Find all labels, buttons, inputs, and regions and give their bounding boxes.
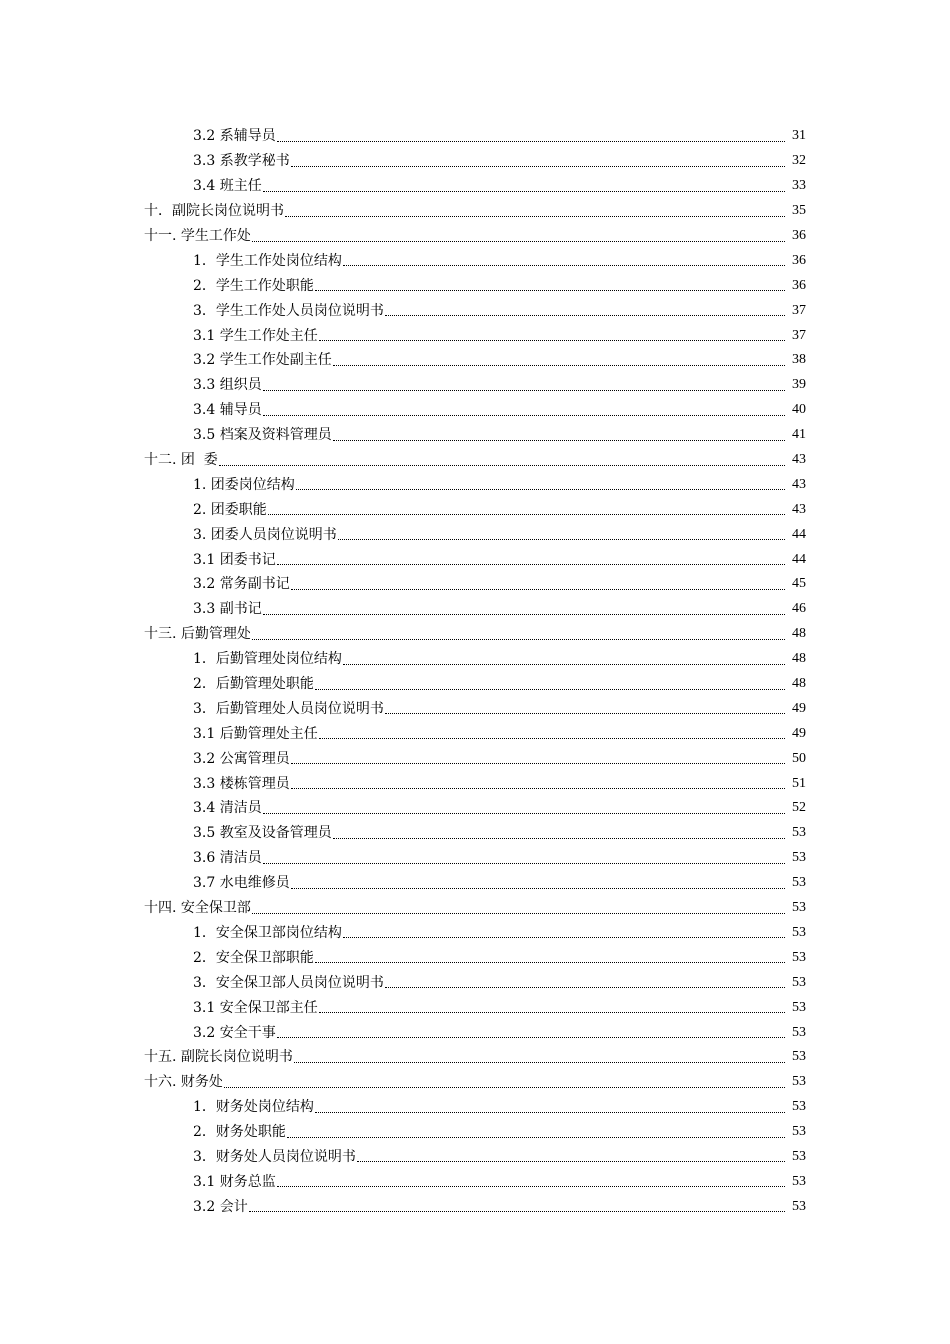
toc-entry-label: 2. 团委职能 bbox=[193, 501, 267, 518]
toc-subsection-entry[interactable] bbox=[0, 273, 950, 298]
toc-subsection-entry[interactable] bbox=[0, 423, 950, 448]
toc-entry-label: 3.3 楼栋管理员 bbox=[193, 775, 290, 792]
toc-subsection-entry[interactable] bbox=[0, 995, 950, 1020]
toc-page-number: 37 bbox=[792, 302, 806, 318]
toc-dot-leader bbox=[219, 465, 785, 466]
toc-entry-label: 3.1 学生工作处主任 bbox=[193, 327, 318, 344]
toc-entry-label: 十．副院长岗位说明书 bbox=[144, 203, 284, 220]
toc-subsection-entry[interactable] bbox=[0, 248, 950, 273]
toc-dot-leader bbox=[315, 962, 785, 963]
toc-subsection-entry[interactable] bbox=[0, 647, 950, 672]
toc-page-number: 41 bbox=[792, 427, 806, 443]
toc-dot-leader bbox=[268, 514, 785, 515]
toc-entry-label: 3.5 教室及设备管理员 bbox=[193, 825, 332, 842]
toc-page-number: 53 bbox=[792, 924, 806, 940]
toc-entry-label: 3.2 安全干事 bbox=[193, 1024, 276, 1041]
toc-entry-label: 十一. 学生工作处 bbox=[144, 228, 251, 244]
toc-section-entry[interactable] bbox=[0, 622, 950, 647]
toc-subsection-entry[interactable] bbox=[0, 522, 950, 547]
toc-entry-label: 3.6 清洁员 bbox=[193, 850, 262, 867]
toc-entry-label: 3.2 常务副书记 bbox=[193, 576, 290, 593]
toc-subsection-entry[interactable] bbox=[0, 771, 950, 796]
toc-subsection-entry[interactable] bbox=[0, 746, 950, 771]
toc-dot-leader bbox=[277, 1186, 785, 1187]
toc-entry-label: 2．后勤管理处职能 bbox=[193, 676, 314, 693]
toc-section-entry[interactable] bbox=[0, 896, 950, 921]
toc-dot-leader bbox=[291, 166, 785, 167]
toc-subsection-entry[interactable] bbox=[0, 398, 950, 423]
toc-entry-label: 3.1 财务总监 bbox=[193, 1173, 276, 1190]
toc-dot-leader bbox=[252, 241, 785, 242]
toc-entry-label: 3.5 档案及资料管理员 bbox=[193, 427, 332, 444]
toc-dot-leader bbox=[333, 838, 785, 839]
toc-page-number: 46 bbox=[792, 601, 806, 617]
toc-dot-leader bbox=[294, 1062, 785, 1063]
toc-subsection-entry[interactable] bbox=[0, 124, 950, 149]
toc-page-number: 53 bbox=[792, 850, 806, 866]
toc-page-number: 43 bbox=[792, 452, 806, 468]
toc-entry-label: 2．安全保卫部职能 bbox=[193, 949, 314, 966]
toc-subsection-entry[interactable] bbox=[0, 921, 950, 946]
toc-dot-leader bbox=[315, 1112, 785, 1113]
toc-dot-leader bbox=[263, 390, 785, 391]
toc-subsection-entry[interactable] bbox=[0, 672, 950, 697]
toc-subsection-entry[interactable] bbox=[0, 348, 950, 373]
toc-entry-label: 3.1 安全保卫部主任 bbox=[193, 999, 318, 1016]
toc-entry-label: 十六. 财务处 bbox=[144, 1074, 223, 1091]
toc-dot-leader bbox=[285, 216, 785, 217]
toc-entry-label: 3.3 组织员 bbox=[193, 377, 262, 394]
toc-subsection-entry[interactable] bbox=[0, 1145, 950, 1170]
toc-dot-leader bbox=[333, 440, 785, 441]
toc-section-entry[interactable] bbox=[0, 1070, 950, 1095]
toc-subsection-entry[interactable] bbox=[0, 323, 950, 348]
toc-entry-label: 3.3 副书记 bbox=[193, 601, 262, 618]
toc-subsection-entry[interactable] bbox=[0, 597, 950, 622]
toc-page-number: 53 bbox=[792, 974, 806, 990]
toc-entry-label: 3.2 系辅导员 bbox=[193, 128, 276, 145]
toc-dot-leader bbox=[343, 664, 785, 665]
toc-page-number: 44 bbox=[792, 551, 806, 567]
toc-dot-leader bbox=[343, 937, 785, 938]
toc-subsection-entry[interactable] bbox=[0, 547, 950, 572]
toc-entry-label: 1．财务处岗位结构 bbox=[193, 1099, 314, 1116]
toc-dot-leader bbox=[343, 265, 785, 266]
toc-subsection-entry[interactable] bbox=[0, 871, 950, 896]
toc-page-number: 36 bbox=[792, 252, 806, 268]
toc-dot-leader bbox=[319, 1012, 785, 1013]
table-of-contents bbox=[0, 124, 950, 1219]
toc-entry-label: 3．财务处人员岗位说明书 bbox=[193, 1148, 356, 1165]
toc-dot-leader bbox=[263, 415, 785, 416]
toc-page-number: 48 bbox=[792, 651, 806, 667]
toc-page-number: 49 bbox=[792, 700, 806, 716]
toc-page-number: 31 bbox=[792, 128, 806, 144]
toc-entry-label: 1．学生工作处岗位结构 bbox=[193, 252, 342, 269]
toc-entry-label: 3.7 水电维修员 bbox=[193, 875, 290, 892]
toc-subsection-entry[interactable] bbox=[0, 1095, 950, 1120]
toc-dot-leader bbox=[291, 763, 785, 764]
toc-page-number: 53 bbox=[792, 1099, 806, 1115]
toc-subsection-entry[interactable] bbox=[0, 696, 950, 721]
toc-subsection-entry[interactable] bbox=[0, 970, 950, 995]
toc-page-number: 53 bbox=[792, 900, 806, 916]
toc-dot-leader bbox=[319, 738, 785, 739]
toc-page-number: 51 bbox=[792, 775, 806, 791]
toc-entry-label: 1．后勤管理处岗位结构 bbox=[193, 651, 342, 668]
toc-subsection-entry[interactable] bbox=[0, 472, 950, 497]
toc-page-number: 53 bbox=[792, 1049, 806, 1065]
toc-subsection-entry[interactable] bbox=[0, 373, 950, 398]
toc-subsection-entry[interactable] bbox=[0, 572, 950, 597]
toc-subsection-entry[interactable] bbox=[0, 846, 950, 871]
toc-page-number: 38 bbox=[792, 352, 806, 368]
toc-entry-label: 十四. 安全保卫部 bbox=[144, 900, 251, 917]
toc-section-entry[interactable] bbox=[0, 199, 950, 224]
toc-dot-leader bbox=[277, 1037, 785, 1038]
toc-page-number: 53 bbox=[792, 1198, 806, 1214]
toc-page-number: 32 bbox=[792, 153, 806, 169]
toc-dot-leader bbox=[263, 813, 785, 814]
toc-page-number: 48 bbox=[792, 626, 806, 642]
toc-page-number: 36 bbox=[792, 228, 806, 243]
toc-page-number: 53 bbox=[792, 949, 806, 965]
toc-subsection-entry[interactable] bbox=[0, 1020, 950, 1045]
toc-section-entry[interactable] bbox=[0, 1045, 950, 1070]
toc-page-number: 45 bbox=[792, 576, 806, 592]
toc-dot-leader bbox=[291, 589, 785, 590]
toc-subsection-entry[interactable] bbox=[0, 174, 950, 199]
toc-page-number: 53 bbox=[792, 999, 806, 1015]
toc-page-number: 33 bbox=[792, 178, 806, 194]
toc-dot-leader bbox=[287, 1137, 785, 1138]
toc-entry-label: 2．财务处职能 bbox=[193, 1124, 286, 1141]
toc-subsection-entry[interactable] bbox=[0, 945, 950, 970]
toc-entry-label: 十五. 副院长岗位说明书 bbox=[144, 1049, 293, 1066]
toc-page-number: 49 bbox=[792, 725, 806, 741]
toc-page-number: 53 bbox=[792, 825, 806, 841]
toc-dot-leader bbox=[263, 614, 785, 615]
toc-entry-label: 3.4 班主任 bbox=[193, 178, 262, 195]
toc-entry-label: 1. 团委岗位结构 bbox=[193, 476, 295, 493]
toc-dot-leader bbox=[263, 191, 785, 192]
toc-subsection-entry[interactable] bbox=[0, 149, 950, 174]
toc-subsection-entry[interactable] bbox=[0, 1194, 950, 1219]
toc-subsection-entry[interactable] bbox=[0, 1169, 950, 1194]
toc-dot-leader bbox=[296, 489, 785, 490]
toc-page-number: 52 bbox=[792, 800, 806, 816]
toc-page-number: 43 bbox=[792, 476, 806, 492]
toc-subsection-entry[interactable] bbox=[0, 1120, 950, 1145]
toc-page-number: 37 bbox=[792, 327, 806, 343]
toc-entry-label: 2．学生工作处职能 bbox=[193, 277, 314, 294]
toc-page-number: 53 bbox=[792, 875, 806, 891]
toc-dot-leader bbox=[263, 863, 785, 864]
toc-dot-leader bbox=[385, 315, 785, 316]
toc-page-number: 53 bbox=[792, 1124, 806, 1140]
toc-page-number: 48 bbox=[792, 676, 806, 692]
toc-subsection-entry[interactable] bbox=[0, 721, 950, 746]
toc-page-number: 40 bbox=[792, 402, 806, 418]
toc-dot-leader bbox=[385, 987, 785, 988]
toc-subsection-entry[interactable] bbox=[0, 796, 950, 821]
toc-entry-label: 3.1 团委书记 bbox=[193, 551, 276, 568]
toc-page-number: 44 bbox=[792, 526, 806, 542]
toc-page-number: 53 bbox=[792, 1024, 806, 1040]
toc-entry-label: 十二. 团 委 bbox=[144, 452, 218, 469]
toc-page-number: 53 bbox=[792, 1074, 806, 1090]
toc-entry-label: 3.2 公寓管理员 bbox=[193, 750, 290, 767]
toc-page-number: 50 bbox=[792, 750, 806, 766]
toc-dot-leader bbox=[338, 539, 785, 540]
toc-entry-label: 3.1 后勤管理处主任 bbox=[193, 725, 318, 742]
toc-dot-leader bbox=[291, 888, 785, 889]
toc-dot-leader bbox=[277, 141, 785, 142]
toc-dot-leader bbox=[315, 689, 785, 690]
toc-entry-label: 3.2 学生工作处副主任 bbox=[193, 352, 332, 369]
toc-dot-leader bbox=[385, 713, 785, 714]
toc-entry-label: 3.3 系教学秘书 bbox=[193, 153, 290, 170]
toc-entry-label: 3.2 会计 bbox=[193, 1198, 248, 1215]
toc-section-entry[interactable] bbox=[0, 224, 950, 249]
toc-dot-leader bbox=[252, 639, 785, 640]
toc-dot-leader bbox=[333, 365, 785, 366]
toc-page-number: 39 bbox=[792, 377, 806, 393]
toc-dot-leader bbox=[319, 340, 785, 341]
toc-dot-leader bbox=[249, 1211, 785, 1212]
toc-page-number: 53 bbox=[792, 1148, 806, 1164]
toc-entry-label: 3. 团委人员岗位说明书 bbox=[193, 526, 337, 543]
toc-page-number: 53 bbox=[792, 1173, 806, 1189]
toc-entry-label: 十三. 后勤管理处 bbox=[144, 626, 251, 643]
toc-entry-label: 3.4 辅导员 bbox=[193, 402, 262, 419]
toc-dot-leader bbox=[357, 1161, 785, 1162]
toc-entry-label: 3．学生工作处人员岗位说明书 bbox=[193, 302, 384, 319]
toc-entry-label: 3．后勤管理处人员岗位说明书 bbox=[193, 700, 384, 717]
toc-dot-leader bbox=[315, 290, 785, 291]
toc-entry-label: 3．安全保卫部人员岗位说明书 bbox=[193, 974, 384, 991]
toc-dot-leader bbox=[291, 788, 785, 789]
toc-subsection-entry[interactable] bbox=[0, 821, 950, 846]
toc-page-number: 35 bbox=[792, 203, 806, 219]
toc-dot-leader bbox=[277, 564, 785, 565]
toc-subsection-entry[interactable] bbox=[0, 497, 950, 522]
toc-section-entry[interactable] bbox=[0, 448, 950, 473]
toc-entry-label: 3.4 清洁员 bbox=[193, 800, 262, 817]
toc-page-number: 43 bbox=[792, 501, 806, 517]
toc-dot-leader bbox=[224, 1087, 785, 1088]
toc-page-number: 36 bbox=[792, 277, 806, 293]
toc-dot-leader bbox=[252, 913, 785, 914]
toc-subsection-entry[interactable] bbox=[0, 298, 950, 323]
toc-entry-label: 1．安全保卫部岗位结构 bbox=[193, 924, 342, 941]
